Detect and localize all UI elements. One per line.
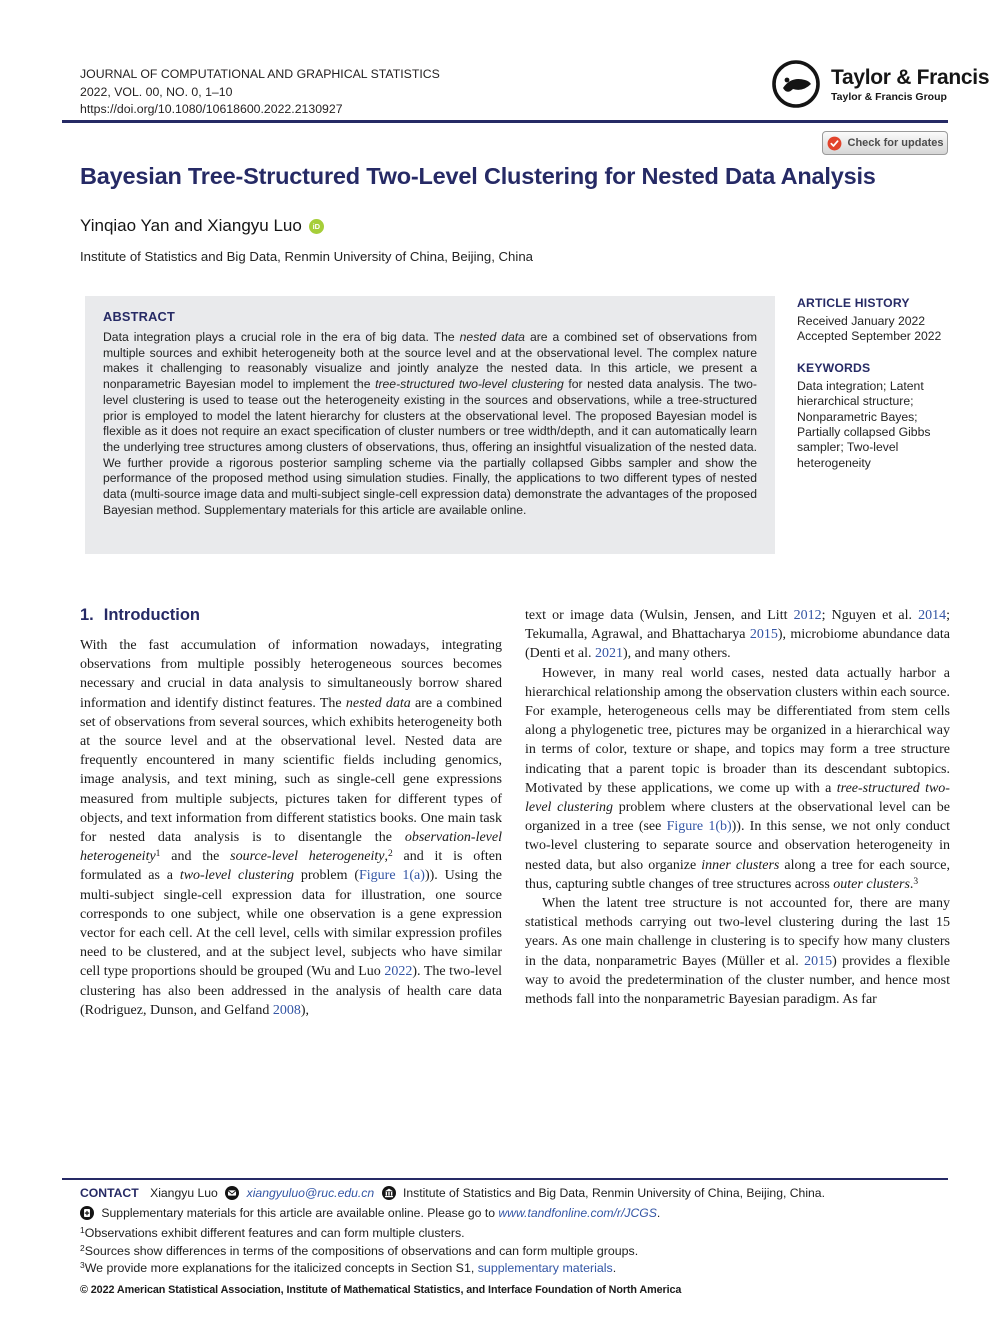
paragraph [80, 636, 502, 1020]
text-segment: ), microbiome abundance data (Denti et al. [525, 627, 951, 662]
journal-title: JOURNAL OF COMPUTATIONAL AND GRAPHICAL STATISTICS [80, 67, 440, 81]
text-segment: and the [160, 849, 231, 865]
text-segment: Observations exhibit different features and can form multiple clusters. [84, 1226, 465, 1240]
article-meta-sidebar [797, 296, 961, 554]
contact-name: Xiangyu Luo [150, 1186, 218, 1200]
text-segment: . [909, 876, 914, 892]
text-segment: nested data [459, 330, 525, 344]
history-received: Received January 2022 [797, 314, 926, 328]
check-for-updates-label: Check for updates [847, 137, 944, 149]
supplementary-link[interactable]: www.tandfonline.com/r/JCGS [498, 1206, 657, 1220]
inline-link[interactable]: 2008 [272, 1002, 301, 1018]
text-segment: )). Using the multi-subject single-cell expression data for illustration, one source corresponds to one subject, while one observation is a gene expression vector for each cell. At the cell level, cells with similar expression profiles need to be clustered, and at the subject level, subjects who have similar cell type proportions should be grouped (Wu and Luo [80, 868, 502, 980]
inline-link[interactable]: supplementary materials [477, 1261, 613, 1275]
journal-info [80, 66, 440, 119]
inline-link[interactable]: 2022 [384, 964, 413, 980]
abstract-text [103, 330, 757, 518]
footer-rule [62, 1178, 948, 1180]
footnote [80, 1225, 952, 1243]
inline-link[interactable]: 2012 [793, 608, 822, 623]
inline-link[interactable]: 2015 [749, 627, 778, 643]
keywords-heading: KEYWORDS [797, 360, 871, 375]
intro-heading-text: Introduction [103, 606, 200, 624]
contact-affiliation: Institute of Statistics and Big Data, Renmin University of China, Beijing, China. [402, 1186, 825, 1200]
contact-line [80, 1185, 952, 1202]
header-rule [62, 120, 948, 123]
intro-left-column [80, 606, 502, 1020]
text-segment: We provide more explanations for the italicized concepts in Section S1, [84, 1261, 478, 1275]
supplementary-text: Supplementary materials for this article are available online. Please go to [101, 1206, 499, 1220]
contact-label: CONTACT [80, 1186, 139, 1200]
paragraph [525, 894, 950, 1009]
keywords-text: Data integration; Latent hierarchical structure; Nonparametric Bayes; Partially collapsed Gibbs sampler; Two-level heterogeneity [797, 378, 931, 470]
body-columns [80, 606, 950, 1020]
text-segment: for nested data analysis. The two-level clustering is used to tease out the heterogeneity existing in the sources and observations, while a tree-structured prior is employed to model the latent hierarchy for clusters at the observational level. The proposed Bayesian model is flexible as it does not require an exact specification of cluster numbers or tree width/depth, and it can automatically learn the underlying tree structures among clusters of observations, thus, offering an insightful visualization of the nested data. We further provide a rigorous posterior sampling scheme via the partially collapsed Gibbs sampler and show the performance of the proposed method using simulation studies. Finally, the applications to two different types of nested data (multi-source image data and multi-subject single-cell expression data) demonstrate the advantages of the proposed Bayesian method. Supplementary materials for this article are available online. [103, 377, 757, 517]
history-accepted: Accepted September 2022 [797, 329, 942, 344]
article-history-heading: ARTICLE HISTORY [797, 296, 910, 310]
authors-line [80, 216, 324, 236]
text-segment: However, in many real world cases, nested data actually harbor a hierarchical relationship among the observation clusters within each source. For example, heterogeneous cells may be differentiated from stem cells along a phylogenetic tree, pictures may be organized in a hierarchical way in terms of color, texture or shape, and topics may form a tree structure indicating that a parent topic is broader than its descendant subtopics. Motivated by these applications, we come up with a [525, 665, 950, 796]
footnote-text [85, 1244, 639, 1258]
footnote-marker: 3 [80, 1260, 85, 1271]
text-segment: and it is often formulated as a [80, 849, 502, 884]
text-segment: are a combined set of observations from several sources, which exhibits heterogeneity both at the source level and at the observational level. Nested data are frequently encountered in many scientific fields including genomics, image analysis, and text mining, such as single-cell gene expressions measured from multiple subjects, pictures taken for different types of objects, and text information from different statistics books. One main task for nested data analysis is to disentangle the [80, 695, 503, 846]
inline-link[interactable]: Figure 1(b) [666, 819, 732, 835]
abstract-heading: ABSTRACT [103, 309, 175, 324]
building-icon [382, 1186, 396, 1200]
text-segment: ), and many others. [622, 646, 731, 662]
text-segment: Sources show differences in terms of the compositions of observations and can form multiple groups. [84, 1243, 639, 1258]
text-segment: inner clusters [701, 857, 780, 873]
taylor-francis-logo-icon [770, 58, 822, 110]
text-segment: When the latent tree structure is not accounted for, there are many statistical methods carrying out two-level clustering during the last 15 years. As one main challenge in clustering is to specify how many clusters in the data, nonparametric Bayes (Müller et al. [525, 896, 950, 969]
text-segment: text or image data (Wulsin, Jensen, and Litt [525, 608, 794, 623]
copyright-text: © 2022 American Statistical Association, Institute of Mathematical Statistics, and Interface Foundation of North America [80, 1283, 682, 1296]
text-segment: ; Nguyen et al. [821, 608, 919, 623]
paragraph [525, 606, 950, 664]
supplementary-line [80, 1205, 952, 1222]
text-segment: problem ( [293, 868, 359, 884]
text-segment: ; Tekumalla, Agrawal, and Bhattacharya [525, 608, 951, 643]
footnote [80, 1243, 952, 1261]
text-segment: along a tree for each source, thus, capturing subtle changes of tree structures across [525, 857, 950, 892]
paper-title: Bayesian Tree-Structured Two-Level Clustering for Nested Data Analysis [80, 163, 876, 189]
text-segment: 3 [913, 876, 919, 887]
text-segment: 2 [387, 848, 393, 859]
intro-heading [80, 606, 502, 625]
footnote [80, 1260, 952, 1278]
abstract-section [85, 296, 775, 554]
footnote-marker: 1 [80, 1225, 85, 1236]
intro-heading-number: 1. [80, 606, 94, 624]
inline-link[interactable]: 2021 [594, 646, 623, 662]
text-segment: tree-structured two-level clustering [375, 377, 564, 392]
text-segment: ) provides a flexible way to avoid the predetermination of the cluster number, and hence most methods fall into the nonparametric Bayesian paradigm. As far [525, 953, 950, 1008]
text-segment: ), [300, 1002, 310, 1018]
publisher-group: Taylor & Francis Group [831, 90, 947, 103]
text-segment: Data integration plays a crucial role in the era of big data. The [103, 330, 460, 344]
text-segment: are a combined set of observations from multiple sources and exhibit heterogeneity both at the source level and at the observational level. The complex nature makes it challenging to reasonably visualize and jointly analyze the nested data. In this article, we present a nonparametric Bayesian model to implement the [103, 330, 758, 392]
text-segment: With the fast accumulation of information nowadays, integrating observations from multiple possibly heterogeneous sources becomes necessary and crucial in data analysis to simultaneously borrow shared information and identify distinct features. The [80, 638, 502, 711]
email-icon [225, 1186, 239, 1200]
text-segment: . [612, 1261, 617, 1275]
supplementary-period: . [656, 1206, 661, 1220]
text-segment: outer clusters [833, 876, 910, 892]
footnote-marker: 2 [80, 1242, 85, 1253]
abstract-row [85, 296, 961, 554]
text-segment: 1 [155, 848, 161, 859]
affiliation: Institute of Statistics and Big Data, Renmin University of China, Beijing, China [80, 249, 533, 264]
text-segment: two-level clustering [179, 868, 294, 884]
journal-doi-link[interactable]: https://doi.org/10.1080/10618600.2022.2130927 [80, 102, 343, 116]
crossmark-icon [827, 136, 842, 151]
text-segment: )). In this sense, we not only conduct two-level clustering to separate source and observation heterogeneity in nested data, but also organize [525, 819, 950, 873]
journal-volume: 2022, VOL. 00, NO. 0, 1–10 [80, 84, 233, 99]
contact-email-link[interactable]: xiangyuluo@ruc.edu.cn [246, 1186, 375, 1200]
supplementary-icon [80, 1206, 94, 1220]
check-for-updates-button[interactable] [822, 131, 948, 155]
text-segment: nested data [345, 695, 411, 711]
footnote-text [85, 1261, 616, 1275]
text-segment: tree-structured two-level clustering [525, 780, 950, 816]
inline-link[interactable]: 2015 [804, 953, 833, 969]
text-segment: , [384, 849, 388, 865]
footnote-text [85, 1226, 465, 1240]
paragraph [525, 664, 950, 894]
publisher-name: Taylor & Francis [831, 65, 990, 89]
inline-link[interactable]: Figure 1(a) [359, 868, 425, 884]
text-segment: observation-level heterogeneity [80, 830, 502, 865]
text-segment: source-level heterogeneity [230, 849, 385, 865]
footer [80, 1185, 952, 1296]
orcid-icon[interactable]: iD [309, 219, 324, 234]
inline-link[interactable]: 2014 [918, 608, 947, 623]
intro-right-column [525, 606, 950, 1020]
publisher-logo [770, 58, 989, 110]
text-segment: ). The two-level clustering has also been addressed in the analysis of health care data (Rodriguez, Dunson, and Gelfand [80, 964, 503, 1018]
author-names: Yinqiao Yan and Xiangyu Luo [80, 216, 302, 235]
text-segment: problem where clusters at the observational level can be organized in a tree (see [525, 800, 950, 835]
